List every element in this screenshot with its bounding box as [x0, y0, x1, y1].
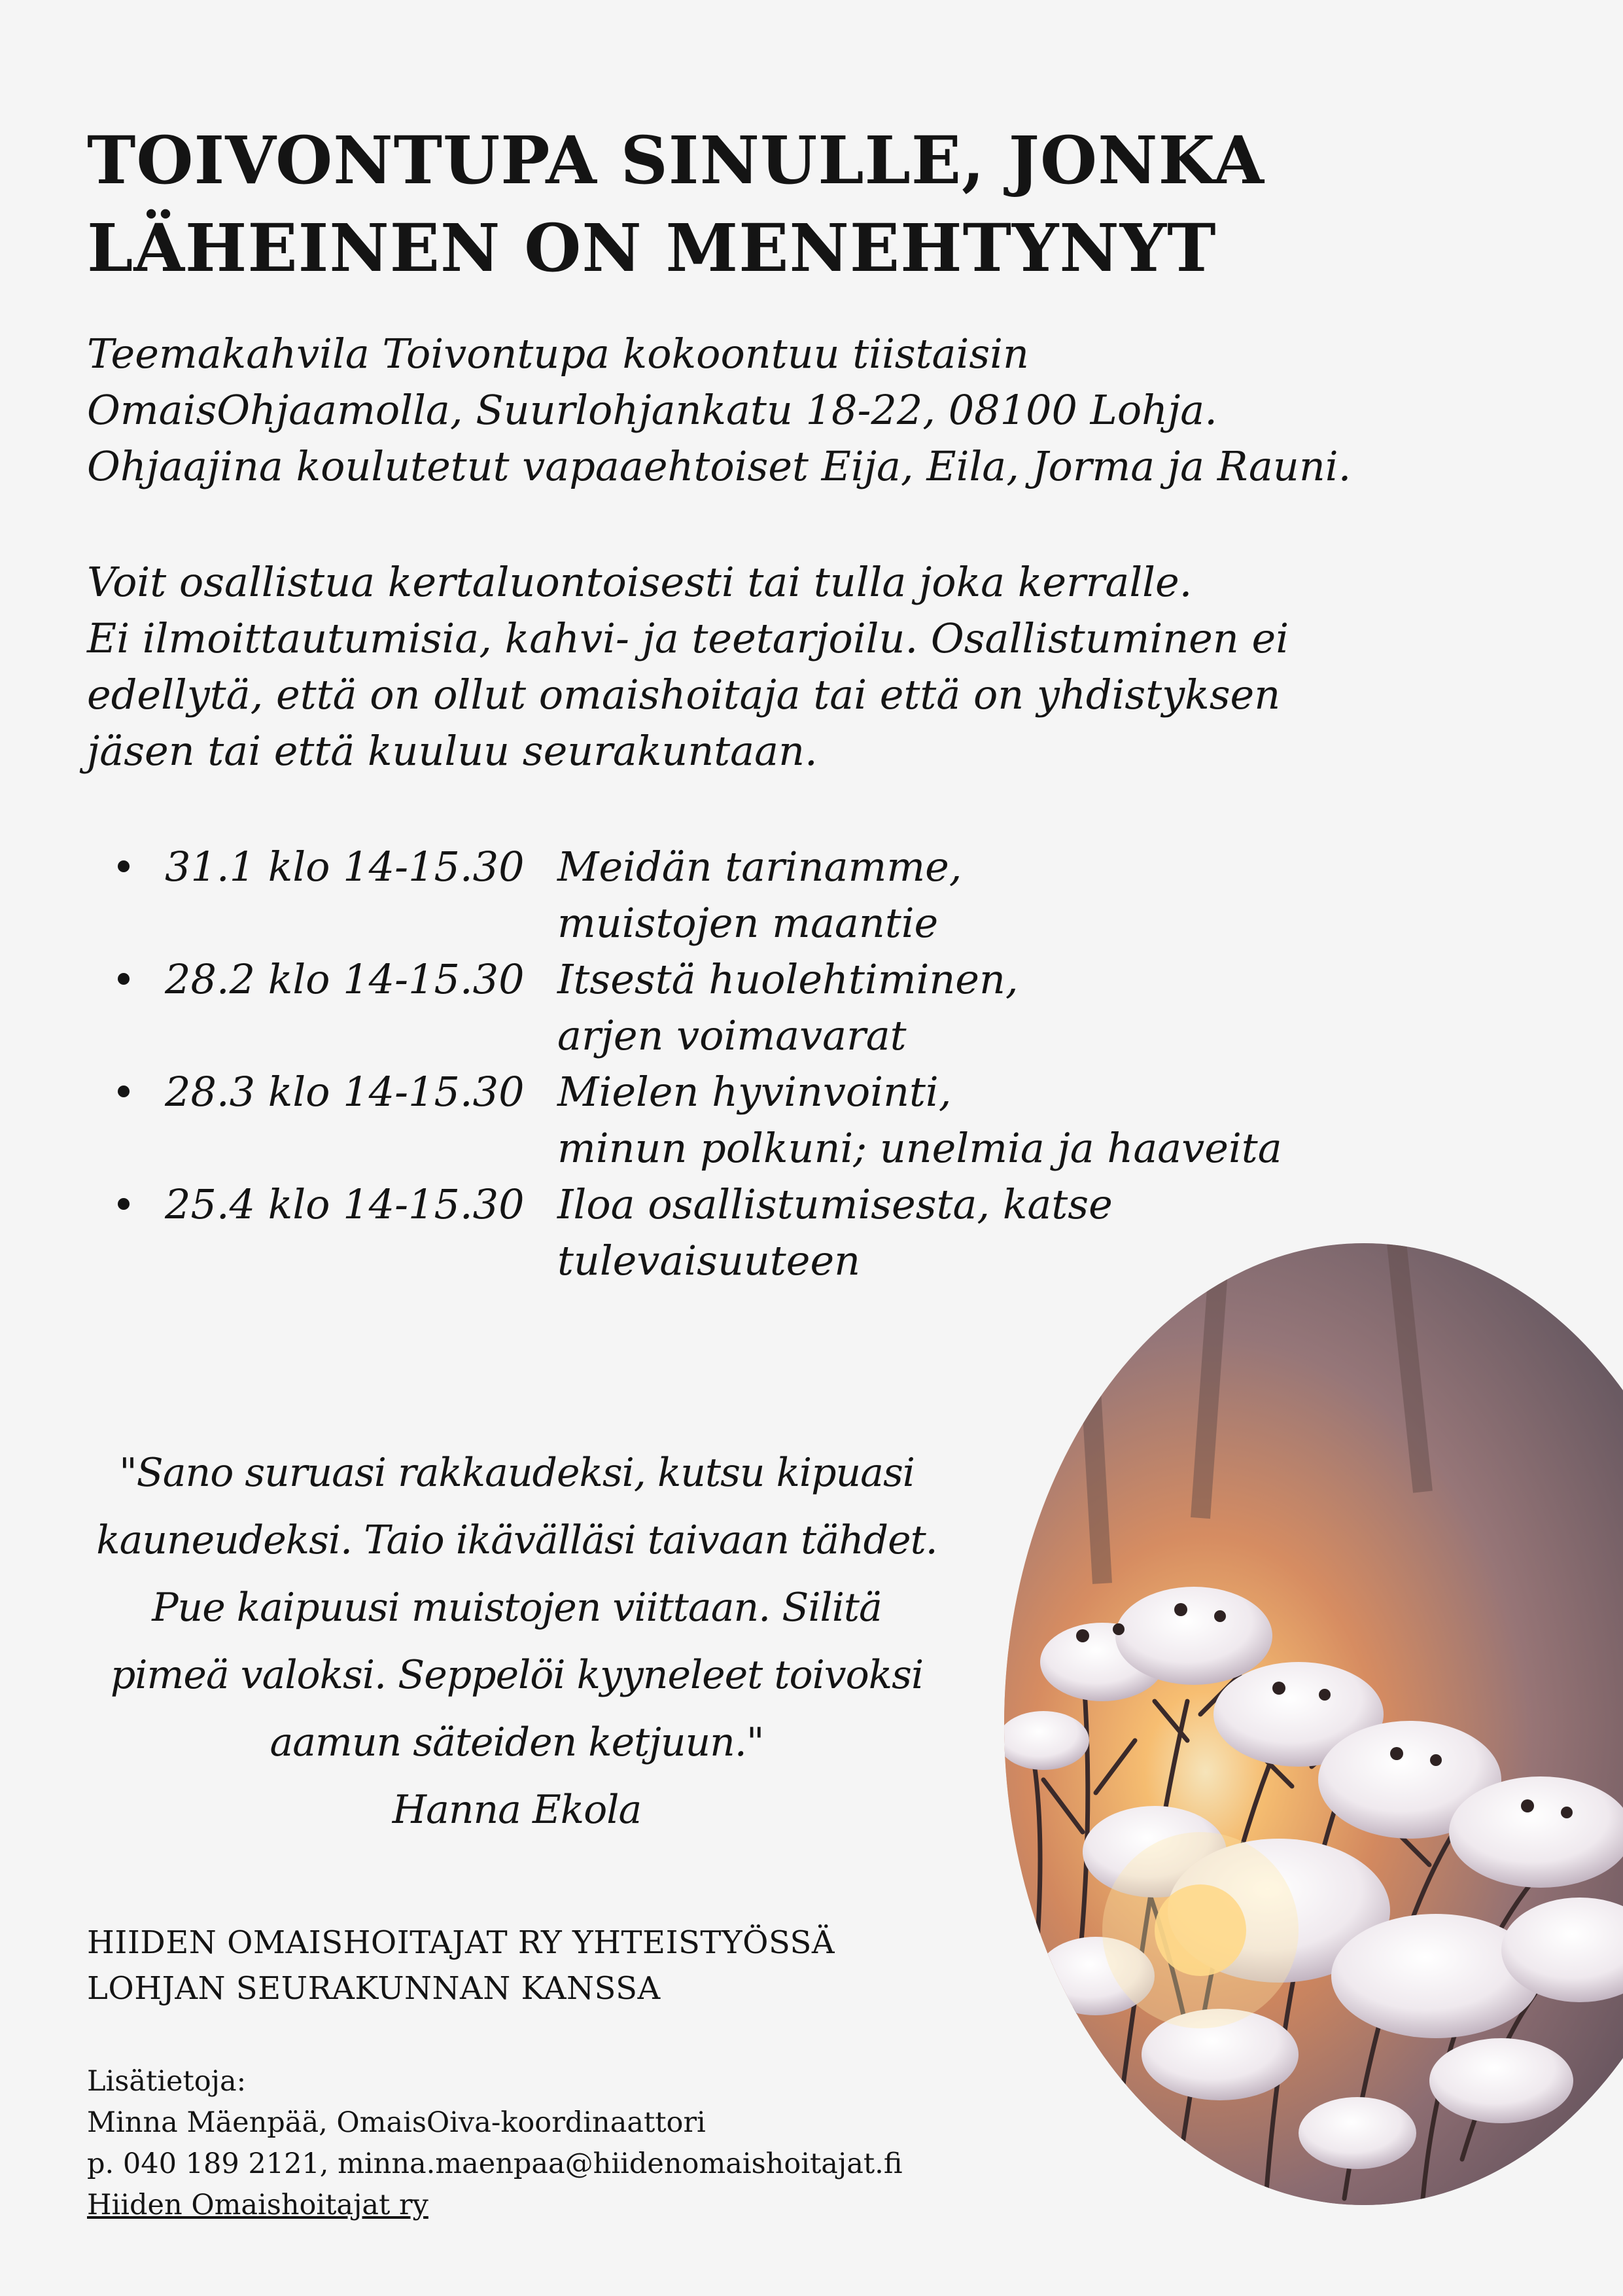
organizer-line-1: HIIDEN OMAISHOITAJAT RY YHTEISTYÖSSÄ	[87, 1924, 835, 1961]
organizer-line-2: LOHJAN SEURAKUNNAN KANSSA	[87, 1970, 661, 2007]
quote-line-3: Pue kaipuusi muistojen viittaan. Silitä	[152, 1585, 882, 1631]
quote-line-1: "Sano suruasi rakkaudeksi, kutsu kipuasi	[119, 1450, 915, 1496]
event-topic-continued: minun polkuni; unelmia ja haaveita	[557, 1124, 1282, 1172]
event-topic: Mielen hyvinvointi,	[557, 1068, 952, 1116]
contact-person: Minna Mäenpää, OmaisOiva-koordinaattori	[87, 2106, 706, 2139]
organizer-note	[87, 1920, 1003, 2011]
quote-line-2: kauneudeksi. Taio ikävälläsi taivaan tähdet.	[96, 1517, 937, 1563]
info-line-4: jäsen tai että kuuluu seurakuntaan.	[87, 727, 818, 775]
bullet-icon	[118, 1198, 130, 1210]
contact-heading: Lisätietoja:	[87, 2065, 247, 2098]
organization-link[interactable]: Hiiden Omaishoitajat ry	[87, 2189, 428, 2221]
event-topic: Iloa osallistumisesta, katse	[557, 1180, 1113, 1228]
contact-info	[87, 2061, 1003, 2226]
bullet-icon	[118, 1086, 130, 1097]
info-line-3: edellytä, että on ollut omaishoitaja tai että on yhdistyksen	[87, 671, 1281, 718]
event-topic-continued: arjen voimavarat	[557, 1012, 907, 1059]
event-date: 31.1 klo 14-15.30	[165, 843, 525, 891]
quote-author: Hanna Ekola	[392, 1787, 642, 1833]
winter-plants-photo	[1004, 1243, 1623, 2205]
info-line-2: Ei ilmoittautumisia, kahvi- ja teetarjoilu. Osallistuminen ei	[87, 614, 1289, 662]
event-date: 28.2 klo 14-15.30	[165, 955, 525, 1003]
event-list	[118, 839, 1492, 1289]
quote-line-5: aamun säteiden ketjuun."	[270, 1720, 764, 1765]
event-topic-continued: tulevaisuuteen	[557, 1237, 861, 1284]
title-line-2: LÄHEINEN ON MENEHTYNYT	[87, 209, 1217, 287]
poem-quote	[59, 1439, 975, 1844]
contact-phone-email: p. 040 189 2121, minna.maenpaa@hiidenomaishoitajat.fi	[87, 2147, 903, 2180]
intro-paragraph	[87, 326, 1559, 495]
intro-line-1: Teemakahvila Toivontupa kokoontuu tiistaisin	[87, 330, 1029, 378]
info-paragraph	[87, 554, 1559, 779]
bullet-icon	[118, 973, 130, 985]
event-topic-continued: muistojen maantie	[557, 899, 939, 947]
event-date: 28.3 klo 14-15.30	[165, 1068, 525, 1116]
event-item	[118, 839, 1492, 951]
event-item	[118, 1064, 1492, 1176]
event-topic: Meidän tarinamme,	[557, 843, 962, 891]
intro-line-2: OmaisOhjaamolla, Suurlohjankatu 18-22, 08100 Lohja.	[87, 386, 1217, 434]
event-topic: Itsestä huolehtiminen,	[557, 955, 1019, 1003]
event-date: 25.4 klo 14-15.30	[165, 1180, 525, 1228]
quote-line-4: pimeä valoksi. Seppelöi kyyneleet toivoksi	[110, 1652, 924, 1698]
title-line-1: TOIVONTUPA SINULLE, JONKA	[87, 122, 1265, 199]
event-item	[118, 951, 1492, 1064]
page-title	[87, 116, 1493, 292]
info-line-1: Voit osallistua kertaluontoisesti tai tulla joka kerralle.	[87, 558, 1193, 606]
intro-line-3: Ohjaajina koulutetut vapaaehtoiset Eija, Eila, Jorma ja Rauni.	[87, 442, 1352, 490]
snowy-plants-sunset-image	[1004, 1243, 1623, 2205]
bullet-icon	[118, 860, 130, 872]
